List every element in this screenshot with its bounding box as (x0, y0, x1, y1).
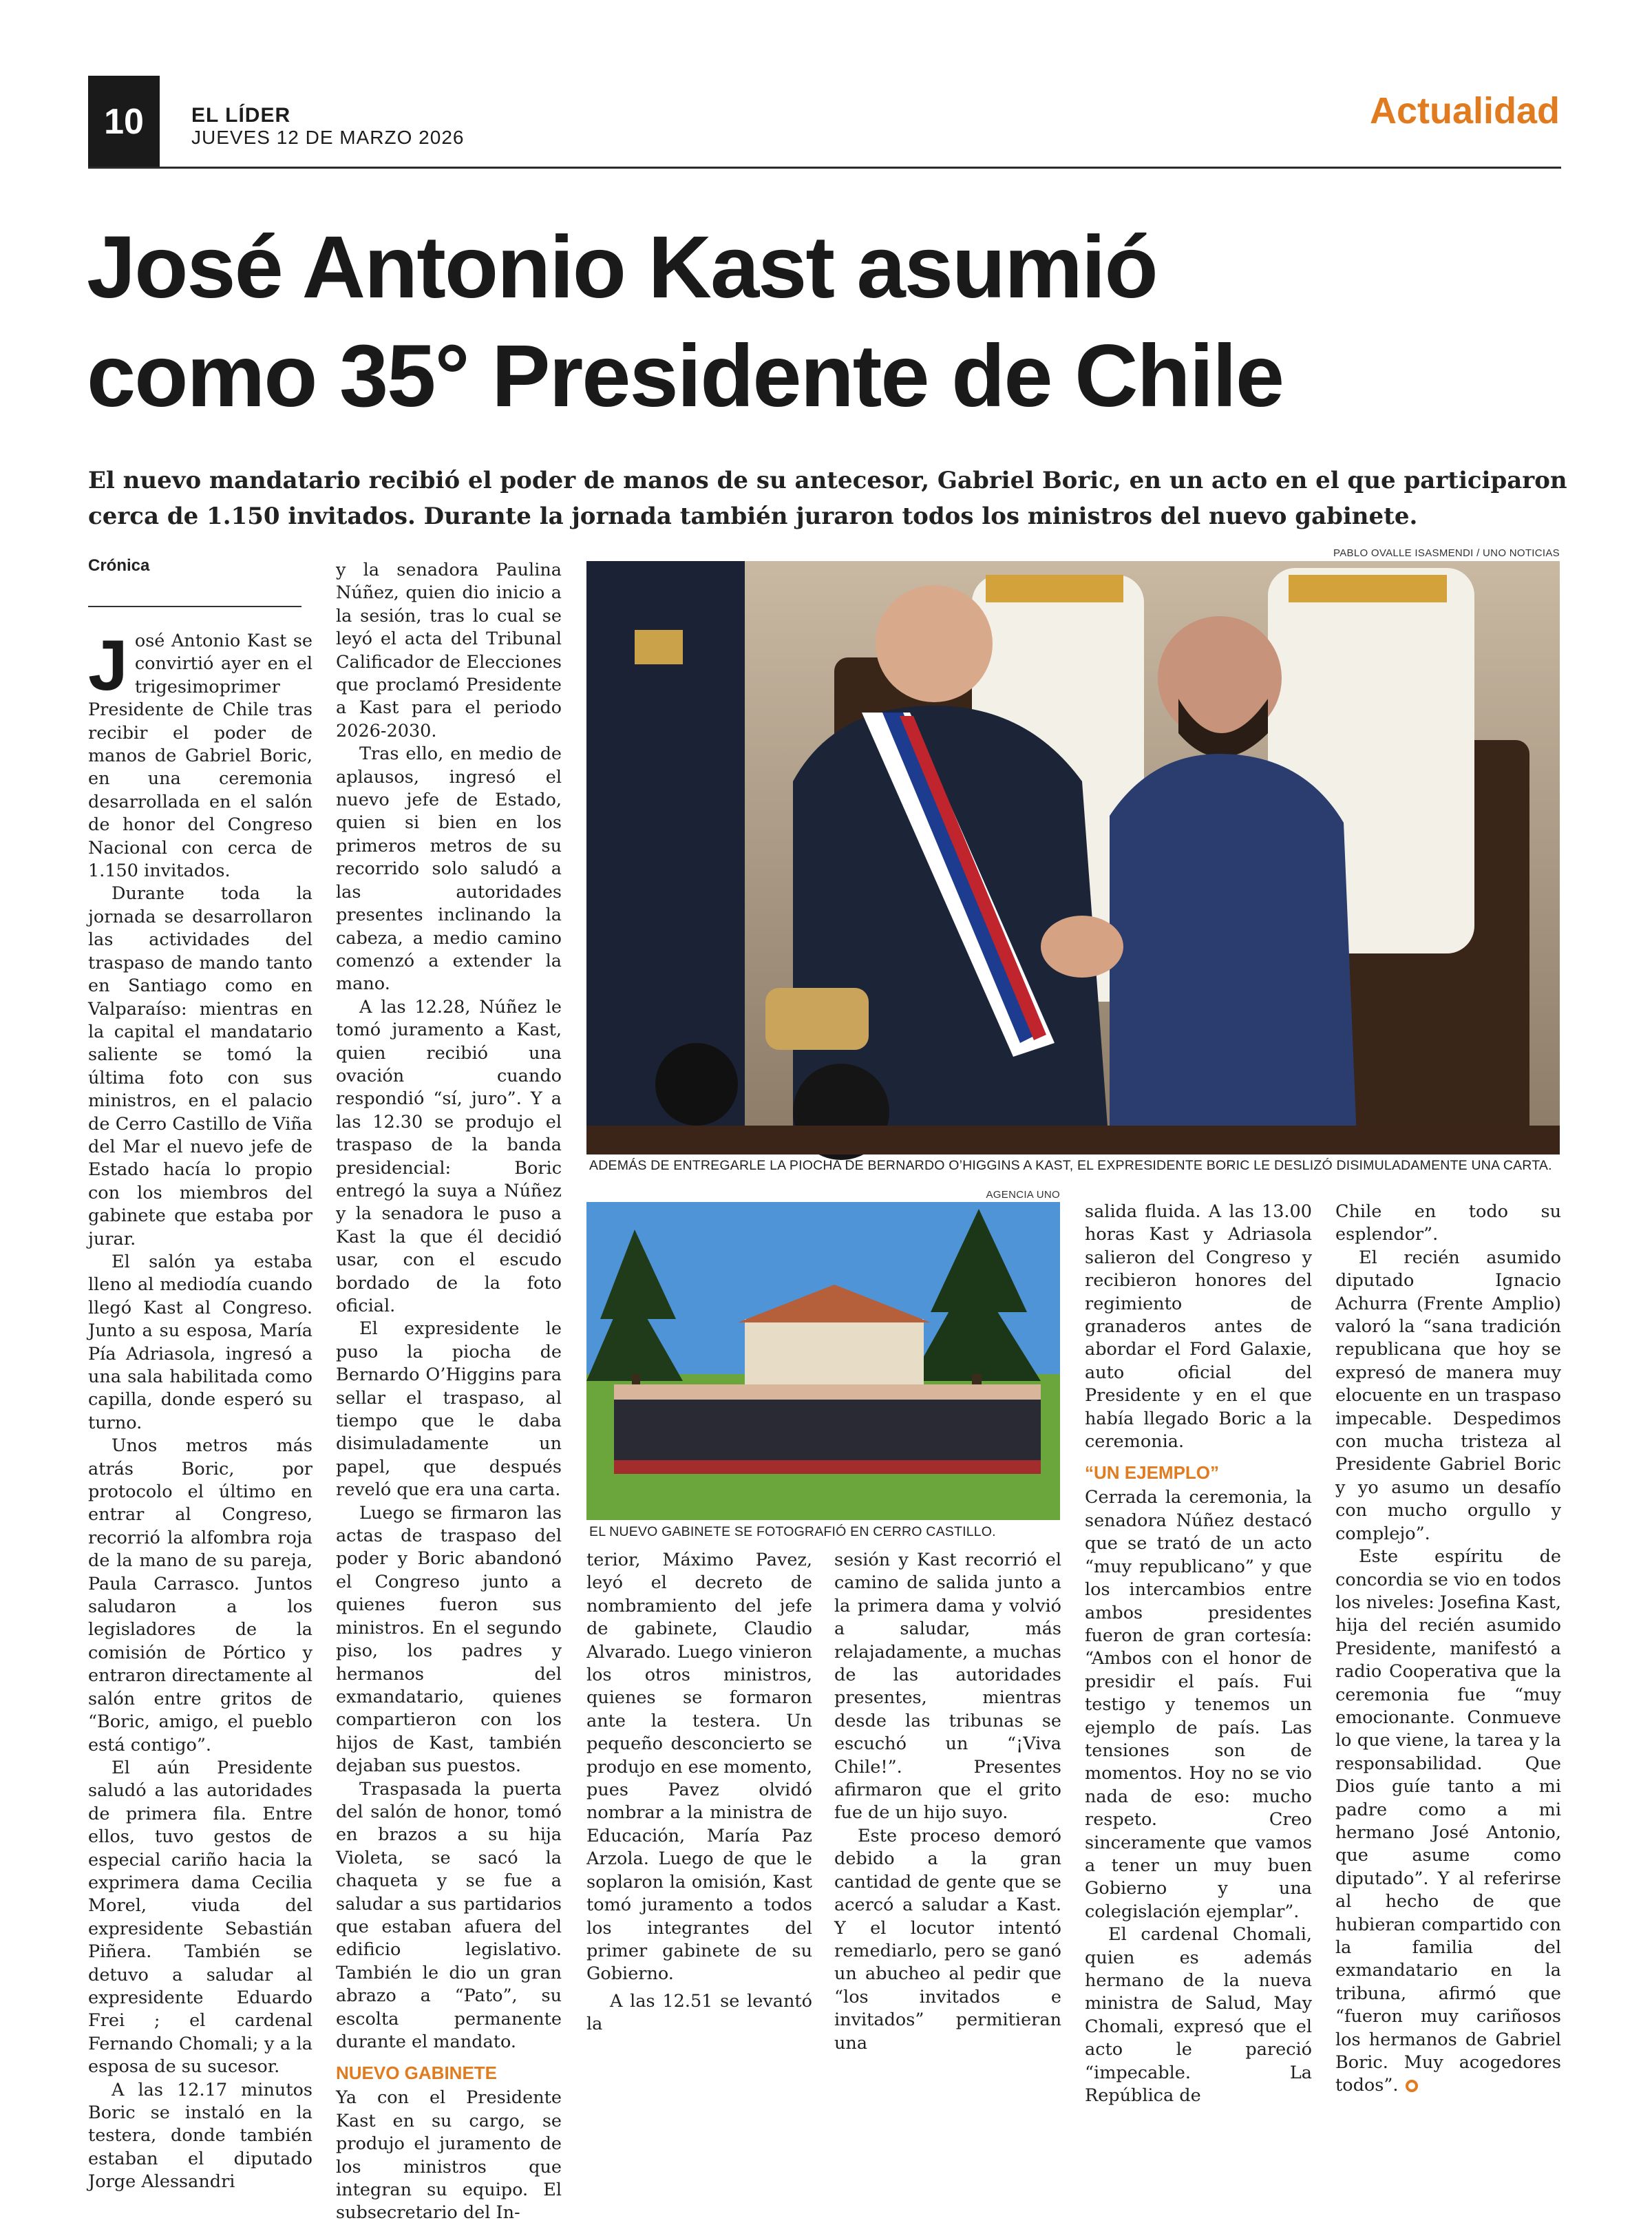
headline (87, 213, 1574, 431)
column-3 (586, 1549, 812, 2035)
paragraph: El aún Presidente saludó a las autoridades de primera fila. Entre ellos, tuvo gestos de especial cariño hacia la exprimera dama Cecilia Morel, viuda del expresidente Sebastián Piñera. También se detuvo a saludar al expresidente Eduardo Frei ; el cardenal Fernando Chomali; y a la esposa de su sucesor. (88, 1757, 313, 2078)
headline-line-1: José Antonio Kast asumió (87, 218, 1157, 317)
paragraph: Cerrada la ceremonia, la senadora Núñez destacó que se trató de un acto “muy republicano” y que los intercambios entre ambos presidentes fueron de gran cortesía: “Ambos con el honor de presidir el país. Fui testigo y tenemos un ejemplo de país. Las tensiones son de momentos. Hoy no se vio nada de eso: mucho respeto. Creo sinceramente que vamos a tener un muy buen Gobierno y una colegislación ejemplar”. (1085, 1487, 1312, 1922)
publication-date: JUEVES 12 DE MARZO 2026 (191, 127, 465, 148)
paragraph: sesión y Kast recorrió el camino de salida junto a la primera dama y volvió a saludar, más relajadamente, a muchas de las autoridades presentes, mientras desde las tribunas se escuchó un “¡Viva Chile!”. Presentes afirmaron que el grito fue de un hijo suyo. (834, 1550, 1061, 1824)
headline-line-2: como 35° Presidente de Chile (87, 327, 1283, 425)
paragraph: Traspasada la puerta del salón de honor, tomó en brazos a su hija Violeta, se sacó la chaqueta y se fue a saludar a sus partidarios que estaban afuera del edificio legislativo. También le dio un gran abrazo a “Pato”, su escolta permanente durante el mandato. (336, 1778, 562, 2052)
second-photo (586, 1202, 1060, 1520)
paragraph: El expresidente le puso la piocha de Bernardo O’Higgins para sellar el traspaso, al tiempo que le daba disimuladamente un papel, que después reveló que era una carta. (336, 1318, 562, 1501)
column-5 (1085, 1201, 1312, 2107)
section-tag-rule (88, 606, 301, 607)
main-photo-illustration (586, 561, 1560, 1154)
main-photo-caption: ADEMÁS DE ENTREGARLE LA PIOCHA DE BERNARDO O’HIGGINS A KAST, EL EXPRESIDENTE BORIC LE DESLIZÓ DISIMULADAMENTE UNA CARTA. (589, 1158, 1552, 1173)
second-photo-illustration (586, 1202, 1060, 1520)
section-tag: Crónica (88, 556, 150, 575)
section-label: Actualidad (1369, 90, 1560, 131)
paragraph: El salón ya estaba lleno al mediodía cuando llegó Kast al Congreso. Junto a su esposa, María Pía Adriasola, ingresó a una sala habilitada como capilla, donde esperó su turno. (88, 1251, 313, 1433)
column-6 (1335, 1201, 1561, 2096)
paragraph: Tras ello, en medio de aplausos, ingresó el nuevo jefe de Estado, quien si bien en los primeros metros de su recorrido solo saludó a las autoridades presentes inclinando la cabeza, a medio camino comenzó a extender la mano. (336, 744, 562, 995)
paragraph: terior, Máximo Pavez, leyó el decreto de nombramiento del jefe de gabinete, Claudio Alvarado. Luego vinieron los otros ministros, quienes se formaron ante la testera. Un pequeño desconcierto se produjo en ese momento, pues Pavez olvidó nombrar a la ministra de Educación, María Paz Arzola. Luego de que le soplaron la omisión, Kast tomó juramento a todos los integrantes del primer gabinete de su Gobierno. (586, 1550, 812, 1985)
paragraph: y la senadora Paulina Núñez, quien dio inicio a la sesión, tras lo cual se leyó el acta del Tribunal Calificador de Elecciones que proclamó Presidente a Kast para el periodo 2026-2030. (336, 560, 562, 741)
publication-name: EL LÍDER (191, 104, 291, 127)
deck: El nuevo mandatario recibió el poder de manos de su antecesor, Gabriel Boric, en un acto en el que participaron cerca de 1.150 invitados. Durante la jornada también juraron todos los ministros del nuevo gabinete. (88, 467, 1567, 530)
paragraph: Unos metros más atrás Boric, por protocolo el último en entrar al Congreso, recorrió la alfombra roja de la mano de su pareja, Paula Carrasco. Juntos saludaron a los legisladores de la comisión de Pórtico y entraron directamente al salón entre gritos de “Boric, amigo, el pueblo está contigo”. (88, 1435, 313, 1755)
subhead-un-ejemplo: “UN EJEMPLO” (1085, 1462, 1220, 1484)
paragraph: Luego se firmaron las actas de traspaso del poder y Boric abandonó el Congreso junto a quienes fueron sus ministros. En el segundo piso, los padres y hermanos del exmandatario, quienes compartieron con los hijos de Kast, también dejaban sus puestos. (336, 1502, 562, 1777)
paragraph: A las 12.51 se levantó la (586, 1990, 812, 2035)
paragraph: Este espíritu de concordia se vio en todos los niveles: Josefina Kast, hija del recién asumido Presidente, manifestó a radio Cooperativa que la ceremonia fue “muy emocionante. Conmueve lo que viene, la tarea y la responsabilidad. Que Dios guíe tanto a mi padre como a mi hermano José Antonio, que asume como diputado”. Y al referirse al hecho de que hubieran compartido con la familia del exmandatario en la tribuna, afirmó que “fueron muy cariñosos los hermanos de Gabriel Boric. Muy acogedores todos”. (1335, 1546, 1561, 2096)
paragraph: Este proceso demoró debido a la gran cantidad de gente que se acercó a saludar a Kast. Y el locutor intentó remediarlo, pero se ganó un abucheo al pedir que “los invitados e invitados” permitieran una (834, 1825, 1061, 2054)
page-number: 10 (88, 76, 160, 168)
main-photo (586, 561, 1560, 1154)
column-4 (834, 1549, 1061, 2054)
paragraph: Chile en todo su esplendor”. (1335, 1201, 1561, 1245)
paragraph: salida fluida. A las 13.00 horas Kast y Adriasola salieron del Congreso y recibieron honores del regimiento de granaderos antes de abordar el Ford Galaxie, auto oficial del Presidente y en el que había llegado Boric a la ceremonia. (1085, 1201, 1312, 1453)
second-photo-caption: EL NUEVO GABINETE SE FOTOGRAFIÓ EN CERRO CASTILLO. (589, 1524, 996, 1539)
main-photo-credit: PABLO OVALLE ISASMENDI / UNO NOTICIAS (1333, 547, 1560, 559)
paragraph: El recién asumido diputado Ignacio Achurra (Frente Amplio) valoró la “sana tradición republicana que hoy se expresó de manera muy elocuente en un traspaso impecable. Despedimos con mucha tristeza al Presidente Gabriel Boric y yo asumo un desafío con mucho orgullo y complejo”. (1335, 1247, 1561, 1544)
paragraph: José Antonio Kast se convirtió ayer en el trigesimoprimer Presidente de Chile tras recibir el poder de manos de Gabriel Boric, en una ceremonia desarrollada en el salón de honor del Congreso Nacional con cerca de 1.150 invitados. (88, 626, 313, 882)
header-rule (88, 167, 1561, 169)
end-mark-icon (1406, 2080, 1418, 2092)
paragraph: A las 12.28, Núñez le tomó juramento a Kast, quien recibió una ovación cuando respondió “sí, juro”. Y a las 12.30 se produjo el traspaso de la banda presidencial: Boric entregó la suya a Núñez y la senadora le puso a Kast la que él decidió usar, con el escudo bordado de la foto oficial. (336, 996, 562, 1316)
dropcap: J (88, 626, 128, 706)
masthead (191, 105, 464, 149)
column-1 (88, 626, 313, 2193)
second-photo-credit: AGENCIA UNO (986, 1189, 1060, 1201)
column-2 (336, 559, 562, 2224)
paragraph: A las 12.17 minutos Boric se instaló en la testera, donde también estaban el diputado Jorge Alessandri (88, 2079, 313, 2193)
paragraph: El cardenal Chomali, quien es además hermano de la nueva ministra de Salud, May Chomali, expresó que el acto le pareció “impecable. La República de (1085, 1924, 1312, 2107)
paragraph: Ya con el Presidente Kast en su cargo, se produjo el juramento de los ministros que integran su equipo. El subsecretario del In- (336, 2087, 562, 2224)
subhead-nuevo-gabinete: NUEVO GABINETE (336, 2063, 498, 2084)
paragraph: Durante toda la jornada se desarrollaron las actividades del traspaso de mando tanto en Santiago como en Valparaíso: mientras en la capital el mandatario saliente se tomó la última foto con sus ministros, en el palacio de Cerro Castillo de Viña del Mar el nuevo jefe de Estado hacía lo propio con los miembros del gabinete que estaba por jurar. (88, 883, 313, 1249)
